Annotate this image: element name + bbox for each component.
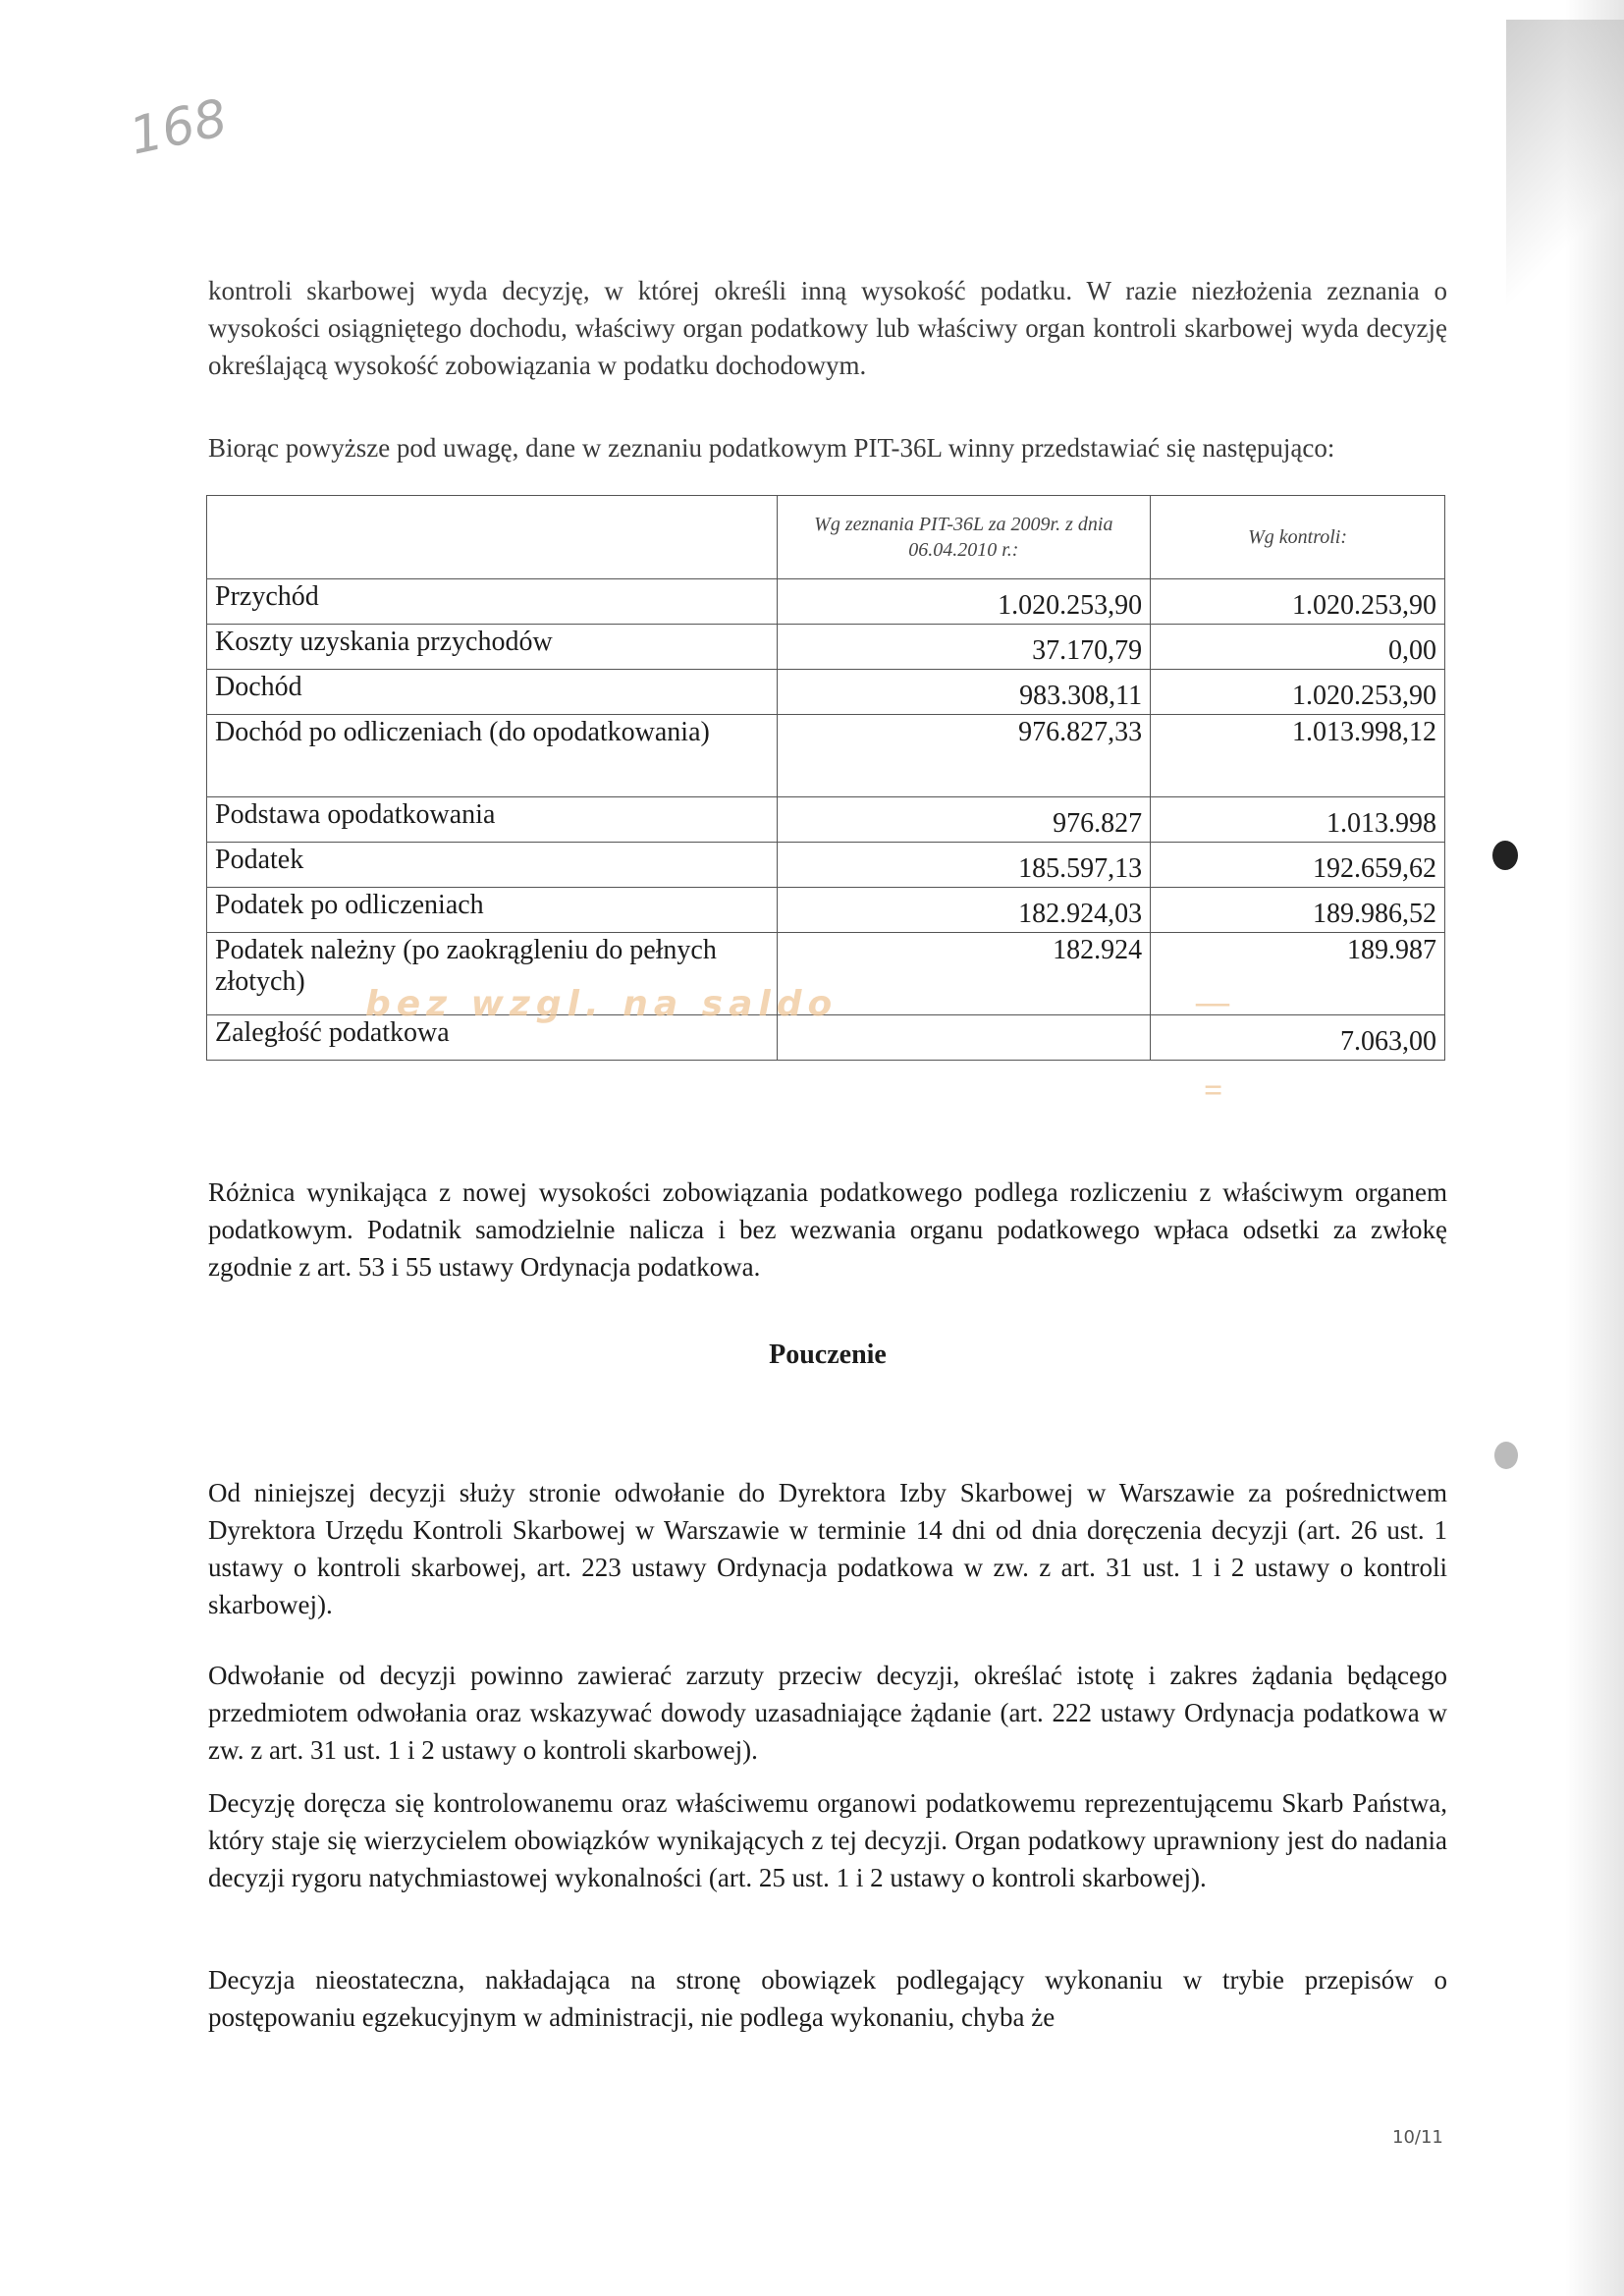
row-declared-value: 182.924,03 bbox=[777, 888, 1151, 933]
row-audited-value: 1.013.998,12 bbox=[1151, 715, 1445, 797]
row-declared-value: 976.827,33 bbox=[777, 715, 1151, 797]
row-label: Zaległość podatkowa bbox=[207, 1015, 778, 1061]
header-audited: Wg kontroli: bbox=[1151, 496, 1445, 579]
row-audited-value: 0,00 bbox=[1151, 625, 1445, 670]
row-label: Podatek należny (po zaokrągleniu do pełnych złotych) bbox=[207, 933, 778, 1015]
paragraph-enforcement: Decyzja nieostateczna, nakładająca na stronę obowiązek podlegający wykonaniu w trybie przepisów o postępowaniu egzekucyjnym w administracji, nie podlega wykonaniu, chyba że bbox=[208, 1965, 1447, 2032]
highlighter-dash-mark: — bbox=[1196, 984, 1229, 1020]
row-audited-value: 7.063,00 bbox=[1151, 1015, 1445, 1061]
row-label: Dochód po odliczeniach (do opodatkowania) bbox=[207, 715, 778, 797]
table-row bbox=[207, 579, 1445, 625]
table-row bbox=[207, 670, 1445, 715]
table-header-row bbox=[207, 496, 1445, 579]
handwritten-annotation: bez wzgl. na saldo bbox=[365, 984, 839, 1024]
table-row bbox=[207, 625, 1445, 670]
row-label: Podstawa opodatkowania bbox=[207, 797, 778, 843]
row-declared-value: 983.308,11 bbox=[777, 670, 1151, 715]
handwritten-margin-note: 168 bbox=[124, 88, 233, 167]
highlighter-equals-mark: = bbox=[1204, 1072, 1223, 1109]
paragraph-intro: kontroli skarbowej wyda decyzję, w której określi inną wysokość podatku. W razie niezłożenia zeznania o wysokości osiągniętego dochodu, właściwy organ podatkowy lub właściwy organ kontroli skarbowej wyda decyzję określającą wysokość zobowiązania w podatku dochodowym. bbox=[208, 276, 1447, 380]
row-audited-value: 189.987 bbox=[1151, 933, 1445, 1015]
paragraph-appeal-right: Od niniejszej decyzji służy stronie odwołanie do Dyrektora Izby Skarbowej w Warszawie za pośrednictwem Dyrektora Urzędu Kontroli Skarbowej w Warszawie w terminie 14 dni od dnia doręczenia decyzji (art. 26 ust. 1 ustawy o kontroli skarbowej, art. 223 ustawy Ordynacja podatkowa w zw. z art. 31 ust. 1 i 2 ustawy o kontroli skarbowej). bbox=[208, 1478, 1447, 1619]
row-label: Podatek bbox=[207, 843, 778, 888]
table-row bbox=[207, 843, 1445, 888]
row-label: Dochód bbox=[207, 670, 778, 715]
paragraph-difference: Różnica wynikająca z nowej wysokości zobowiązania podatkowego podlega rozliczeniu z właściwym organem podatkowym. Podatnik samodzielnie nalicza i bez wezwania organu podatkowego wpłaca odsetki za zwłokę zgodnie z art. 53 i 55 ustawy Ordynacja podatkowa. bbox=[208, 1177, 1447, 1282]
row-audited-value: 189.986,52 bbox=[1151, 888, 1445, 933]
row-audited-value: 1.020.253,90 bbox=[1151, 579, 1445, 625]
row-audited-value: 192.659,62 bbox=[1151, 843, 1445, 888]
table-row bbox=[207, 715, 1445, 797]
scan-corner-shade bbox=[1506, 20, 1624, 314]
page-number: 10/11 bbox=[1392, 2127, 1443, 2148]
header-declared: Wg zeznania PIT-36L za 2009r. z dnia 06.04.2010 r.: bbox=[777, 496, 1151, 579]
section-heading-pouczenie: Pouczenie bbox=[769, 1339, 887, 1370]
tax-comparison-table bbox=[206, 495, 1445, 1061]
row-label: Koszty uzyskania przychodów bbox=[207, 625, 778, 670]
punch-hole-mark bbox=[1492, 841, 1518, 870]
paragraph-delivery: Decyzję doręcza się kontrolowanemu oraz właściwemu organowi podatkowemu reprezentującemu Skarb Państwa, który staje się wierzycielem obowiązków wynikających z tej decyzji. Organ podatkowy uprawniony jest do nadania decyzji rygoru natychmiastowej wykonalności (art. 25 ust. 1 i 2 ustawy o kontroli skarbowej). bbox=[208, 1788, 1447, 1892]
scan-edge-shadow bbox=[1565, 0, 1624, 2296]
table-row bbox=[207, 797, 1445, 843]
row-declared-value: 1.020.253,90 bbox=[777, 579, 1151, 625]
row-declared-value: 37.170,79 bbox=[777, 625, 1151, 670]
table-row bbox=[207, 888, 1445, 933]
punch-hole-mark bbox=[1494, 1442, 1518, 1469]
row-label: Przychód bbox=[207, 579, 778, 625]
row-declared-value: 185.597,13 bbox=[777, 843, 1151, 888]
row-declared-value: 182.924 bbox=[777, 933, 1151, 1015]
row-audited-value: 1.013.998 bbox=[1151, 797, 1445, 843]
row-label: Podatek po odliczeniach bbox=[207, 888, 778, 933]
header-empty-cell bbox=[207, 496, 778, 579]
paragraph-table-lead: Biorąc powyższe pod uwagę, dane w zeznaniu podatkowym PIT-36L winny przedstawiać się następująco: bbox=[208, 433, 1335, 463]
paragraph-appeal-content: Odwołanie od decyzji powinno zawierać zarzuty przeciw decyzji, określać istotę i zakres żądania będącego przedmiotem odwołania oraz wskazywać dowody uzasadniające żądanie (art. 222 ustawy Ordynacja podatkowa w zw. z art. 31 ust. 1 i 2 ustawy o kontroli skarbowej). bbox=[208, 1661, 1447, 1765]
row-audited-value: 1.020.253,90 bbox=[1151, 670, 1445, 715]
row-declared-value: 976.827 bbox=[777, 797, 1151, 843]
